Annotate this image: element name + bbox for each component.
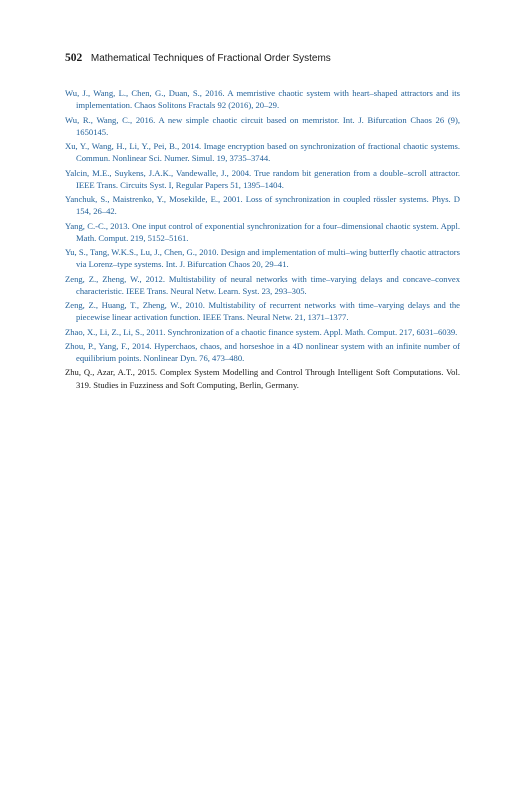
reference-entry: Zhu, Q., Azar, A.T., 2015. Complex System Modelling and Control Through Intelligent Soft Computations. Vol. 319. Studies in Fuzziness and Soft Computing, Berlin, Germany.: [65, 367, 460, 390]
reference-entry[interactable]: Xu, Y., Wang, H., Li, Y., Pei, B., 2014. Image encryption based on synchronization of fractional chaotic systems. Commun. Nonlinear Sci. Numer. Simul. 19, 3735–3744.: [65, 141, 460, 164]
reference-entry[interactable]: Zeng, Z., Huang, T., Zheng, W., 2010. Multistability of recurrent networks with time–varying delays and the piecewise linear activation function. IEEE Trans. Neural Netw. 21, 1371–1377.: [65, 300, 460, 323]
reference-entry[interactable]: Zeng, Z., Zheng, W., 2012. Multistability of neural networks with time–varying delays and concave–convex characteristic. IEEE Trans. Neural Netw. Learn. Syst. 23, 293–305.: [65, 273, 460, 296]
reference-entry[interactable]: Wu, J., Wang, L., Chen, G., Duan, S., 2016. A memristive chaotic system with heart–shaped attractors and its implementation. Chaos Solitons Fractals 92 (2016), 20–29.: [65, 88, 460, 111]
reference-entry[interactable]: Yang, C.-C., 2013. One input control of exponential synchronization for a four–dimensional chaotic system. Appl. Math. Comput. 219, 5152–5161.: [65, 220, 460, 243]
reference-list: [65, 87, 460, 393]
running-title: Mathematical Techniques of Fractional Order Systems: [90, 53, 331, 64]
reference-entry[interactable]: Yu, S., Tang, W.K.S., Lu, J., Chen, G., 2010. Design and implementation of multi–wing butterfly chaotic attractors via Lorenz–type systems. Int. J. Bifurcation Chaos 20, 29–41.: [65, 247, 460, 270]
running-head: [65, 51, 485, 66]
reference-entry[interactable]: Yalcin, M.E., Suykens, J.A.K., Vandewalle, J., 2004. True random bit generation from a double–scroll attractor. IEEE Trans. Circuits Syst. I, Regular Papers 51, 1395–1404.: [65, 167, 460, 190]
reference-entry[interactable]: Zhou, P., Yang, F., 2014. Hyperchaos, chaos, and horseshoe in a 4D nonlinear system with an infinite number of equilibrium points. Nonlinear Dyn. 76, 473–480.: [65, 340, 460, 363]
reference-entry[interactable]: Wu, R., Wang, C., 2016. A new simple chaotic circuit based on memristor. Int. J. Bifurcation Chaos 26 (9), 1650145.: [65, 114, 460, 137]
reference-entry[interactable]: Zhao, X., Li, Z., Li, S., 2011. Synchronization of a chaotic finance system. Appl. Math. Comput. 217, 6031–6039.: [65, 326, 458, 337]
page-number: 502: [65, 52, 83, 64]
reference-entry[interactable]: Yanchuk, S., Maistrenko, Y., Mosekilde, E., 2001. Loss of synchronization in coupled rössler systems. Phys. D 154, 26–42.: [65, 194, 460, 217]
